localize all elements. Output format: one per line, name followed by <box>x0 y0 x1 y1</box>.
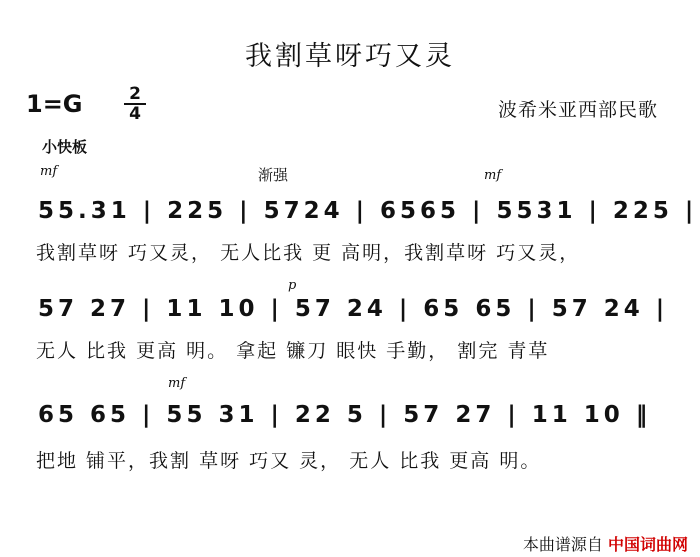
tempo-marking: 小快板 <box>42 138 88 156</box>
notation-row-1: 55.31 | 225 | 5724 | 6565 | 5531 | 225 | <box>38 198 698 224</box>
notation-row-3: 65 65 | 55 31 | 22 5 | 57 27 | 11 10 ‖ <box>38 402 652 428</box>
time-signature <box>124 86 146 122</box>
song-title: 我割草呀巧又灵 <box>245 41 455 72</box>
lyrics-row-2: 无人 比我 更高 明。 拿起 镰刀 眼快 手勤， 割完 青草 <box>36 340 550 362</box>
source-label: 本曲谱源自 <box>522 535 603 554</box>
meter-bottom: 4 <box>129 104 141 124</box>
meter-top: 2 <box>129 84 141 104</box>
lyrics-row-3: 把地 铺平，我割 草呀 巧又 灵， 无人 比我 更高 明。 <box>36 450 542 472</box>
dynamic-mf-1: mf <box>40 164 58 179</box>
notation-row-2: 57 27 | 11 10 | 57 24 | 65 65 | 57 24 | <box>38 296 669 322</box>
dynamic-p: p <box>288 278 297 293</box>
key-signature: 1=G <box>26 90 83 118</box>
lyrics-row-1: 我割草呀 巧又灵， 无人比我 更 高明，我割草呀 巧又灵， <box>36 242 581 264</box>
crescendo-marking: 渐强 <box>258 166 289 184</box>
dynamic-mf-3: mf <box>168 376 186 391</box>
song-origin: 波希米亚西部民歌 <box>497 99 658 121</box>
source-credit <box>523 532 688 555</box>
dynamic-mf-2: mf <box>484 168 502 183</box>
site-name: 中国词曲网 <box>607 535 688 554</box>
